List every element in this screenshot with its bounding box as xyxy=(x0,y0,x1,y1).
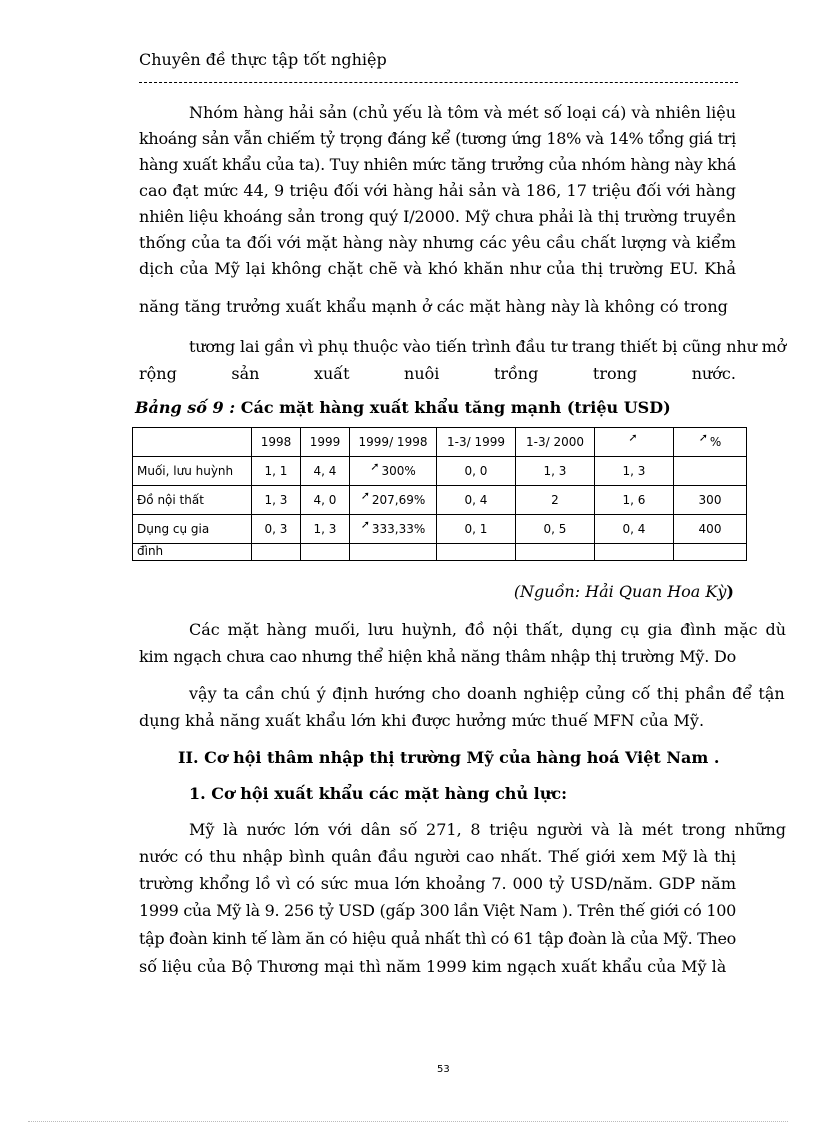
page-number: 53 xyxy=(437,1064,450,1075)
table-cell: 1, 3 xyxy=(595,457,674,486)
table-cell-empty xyxy=(595,544,674,561)
para3-line-1: Các mặt hàng muối, lưu huỳnh, đồ nội thất, dụng cụ gia đình mặc dù xyxy=(189,620,786,639)
para1-line-5: nhiên liệu khoáng sản trong quý I/2000. Mỹ chưa phải là thị trường truyền xyxy=(139,207,736,226)
increase-arrow-icon: ➚ xyxy=(698,431,708,444)
para2-word: sản xyxy=(231,364,260,383)
table-cell: 0, 4 xyxy=(437,486,516,515)
table-cell: 1, 1 xyxy=(252,457,301,486)
header-cell-empty xyxy=(133,428,252,457)
para5-line-2: nước có thu nhập bình quân đầu người cao nhất. Thế giới xem Mỹ là thị xyxy=(139,847,736,866)
table-cell-empty xyxy=(437,544,516,561)
subsection-heading: 1. Cơ hội xuất khẩu các mặt hàng chủ lực: xyxy=(189,784,567,803)
table-cell: 0, 0 xyxy=(437,457,516,486)
table-source xyxy=(514,582,734,601)
export-growth-table xyxy=(132,427,747,561)
para2-word: rộng xyxy=(139,364,177,383)
para1-line-1-text: Nhóm hàng hải sản (chủ yếu là tôm và mét số loại cá) và nhiên liệu xyxy=(189,103,736,122)
increase-arrow-icon: ➚ xyxy=(628,431,638,444)
table-caption xyxy=(135,398,671,417)
para4-line-1: vậy ta cần chú ý định hướng cho doanh nghiệp củng cố thị phần để tận xyxy=(189,684,785,703)
row-label-continuation: đình xyxy=(133,544,252,561)
para2-word: trồng xyxy=(493,364,539,383)
para1-line-8: năng tăng trưởng xuất khẩu mạnh ở các mặt hàng này là không có trong xyxy=(139,297,728,316)
increase-arrow-icon: ➚ xyxy=(360,489,370,502)
para2-word: nuôi xyxy=(404,364,440,383)
para2-word: nước. xyxy=(691,364,736,383)
table-cell: 0, 4 xyxy=(595,515,674,544)
header-divider xyxy=(139,82,738,83)
para2-line-2 xyxy=(139,364,736,383)
table-cell: 1, 6 xyxy=(595,486,674,515)
header-cell-change xyxy=(595,428,674,457)
para1-line-1 xyxy=(189,103,736,122)
table-cell-empty xyxy=(516,544,595,561)
ratio-value: 333,33% xyxy=(371,522,426,536)
table-cell: 400 xyxy=(674,515,747,544)
header-cell-1999: 1999 xyxy=(301,428,350,457)
table-cell: 4, 4 xyxy=(301,457,350,486)
para3-line-2: kim ngạch chưa cao nhưng thể hiện khả năng thâm nhập thị trường Mỹ. Do xyxy=(139,647,736,666)
header-cell-q1-2000: 1-3/ 2000 xyxy=(516,428,595,457)
table-cell: 1, 3 xyxy=(301,515,350,544)
increase-arrow-icon: ➚ xyxy=(370,460,380,473)
header-cell-percent xyxy=(674,428,747,457)
table-cell-empty xyxy=(674,544,747,561)
para4-line-2: dụng khả năng xuất khẩu lớn khi được hưởng mức thuế MFN của Mỹ. xyxy=(139,711,705,730)
table-cell: 0, 5 xyxy=(516,515,595,544)
row-label: Đồ nội thất xyxy=(133,486,252,515)
para2-word: xuất xyxy=(313,364,350,383)
section-heading: II. Cơ hội thâm nhập thị trường Mỹ của hàng hoá Việt Nam . xyxy=(178,748,720,767)
table-header-row xyxy=(133,428,747,457)
row-label: Dụng cụ gia xyxy=(133,515,252,544)
table-cell: 1, 3 xyxy=(516,457,595,486)
ratio-value: 207,69% xyxy=(371,493,426,507)
row-label: Muối, lưu huỳnh xyxy=(133,457,252,486)
para5-line-1: Mỹ là nước lớn với dân số 271, 8 triệu người và là mét trong những xyxy=(189,820,786,839)
table-cell-ratio xyxy=(350,515,437,544)
table-cell: 1, 3 xyxy=(252,486,301,515)
para1-line-7: dịch của Mỹ lại không chặt chẽ và khó khăn như của thị trường EU. Khả xyxy=(139,259,736,278)
para5-line-4: 1999 của Mỹ là 9. 256 tỷ USD (gấp 300 lần Việt Nam ). Trên thế giới có 100 xyxy=(139,901,737,920)
table-row xyxy=(133,457,747,486)
table-cell-empty xyxy=(301,544,350,561)
table-caption-text: Các mặt hàng xuất khẩu tăng mạnh (triệu USD) xyxy=(235,398,671,417)
table-source-close: ) xyxy=(726,582,734,601)
para2-word: trong xyxy=(592,364,638,383)
table-cell-ratio xyxy=(350,486,437,515)
percent-sign: % xyxy=(709,435,722,449)
table-cell: 0, 1 xyxy=(437,515,516,544)
table-cell: 0, 3 xyxy=(252,515,301,544)
table-row-continuation xyxy=(133,544,747,561)
para1-line-6: thống của ta đối với mặt hàng này nhưng các yêu cầu chất lượng và kiểm xyxy=(139,233,736,252)
para2-line-1: tương lai gần vì phụ thuộc vào tiến trình đầu tư trang thiết bị cũng như mở xyxy=(189,337,787,356)
table-cell: 2 xyxy=(516,486,595,515)
table-cell: 300 xyxy=(674,486,747,515)
para1-line-4: cao đạt mức 44, 9 triệu đối với hàng hải sản và 186, 17 triệu đối với hàng xyxy=(139,181,736,200)
para1-line-3: hàng xuất khẩu của ta). Tuy nhiên mức tăng trưởng của nhóm hàng này khá xyxy=(139,155,736,174)
para5-line-6: số liệu của Bộ Thương mại thì năm 1999 kim ngạch xuất khẩu của Mỹ là xyxy=(139,957,727,976)
table-cell-ratio xyxy=(350,457,437,486)
para5-line-3: trường khổng lồ vì có sức mua lớn khoảng 7. 000 tỷ USD/năm. GDP năm xyxy=(139,874,736,893)
table-source-text: (Nguồn: Hải Quan Hoa Kỳ xyxy=(513,582,727,601)
header-cell-ratio: 1999/ 1998 xyxy=(350,428,437,457)
table-caption-prefix: Bảng số 9 : xyxy=(135,398,236,417)
page-header-title: Chuyên đề thực tập tốt nghiệp xyxy=(139,50,387,69)
table-cell-empty xyxy=(252,544,301,561)
para1-line-2: khoáng sản vẫn chiếm tỷ trọng đáng kể (tương ứng 18% và 14% tổng giá trị xyxy=(139,129,736,148)
footer-divider xyxy=(28,1121,788,1122)
table-cell-empty xyxy=(350,544,437,561)
table-row xyxy=(133,515,747,544)
table-cell xyxy=(674,457,747,486)
header-cell-q1-1999: 1-3/ 1999 xyxy=(437,428,516,457)
table-row xyxy=(133,486,747,515)
header-cell-1998: 1998 xyxy=(252,428,301,457)
ratio-value: 300% xyxy=(381,464,416,478)
para5-line-5: tập đoàn kinh tế làm ăn có hiệu quả nhất thì có 61 tập đoàn là của Mỹ. Theo xyxy=(139,929,737,948)
increase-arrow-icon: ➚ xyxy=(360,518,370,531)
table-cell: 4, 0 xyxy=(301,486,350,515)
